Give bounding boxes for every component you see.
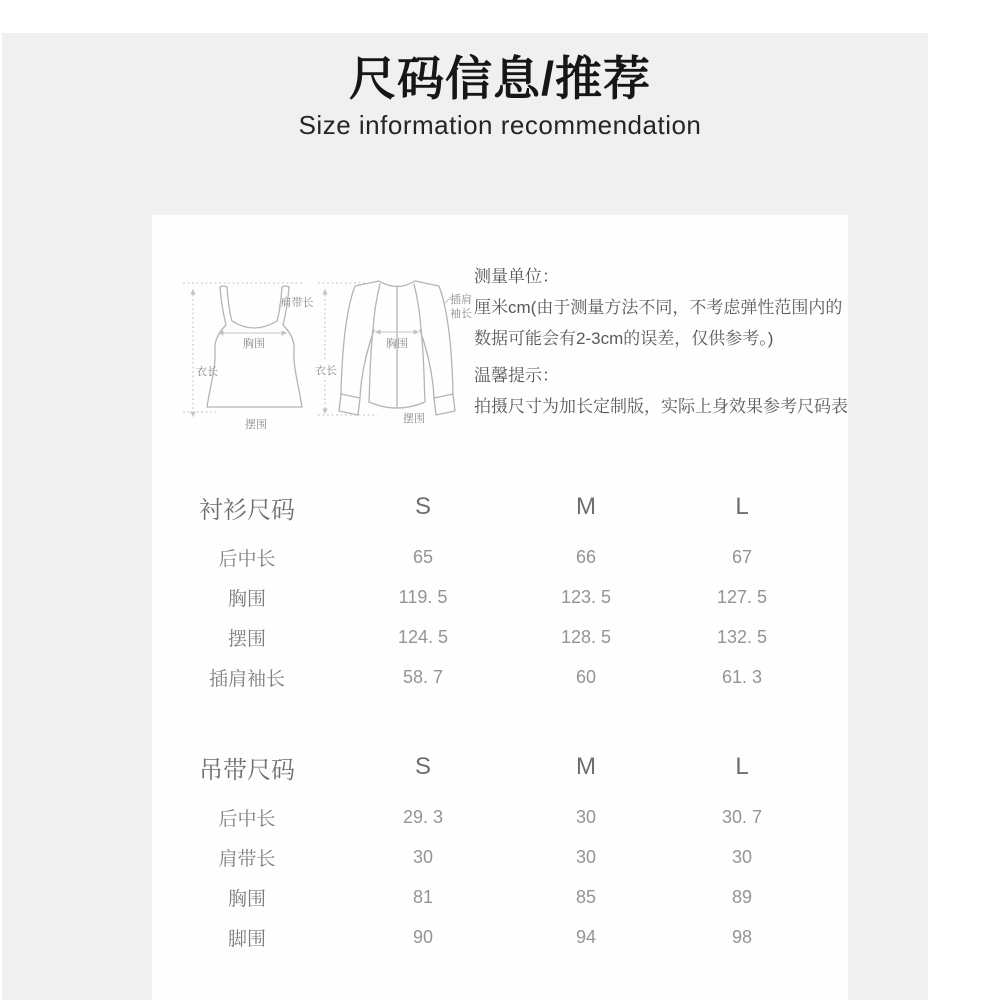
- cell-value: 30: [731, 846, 753, 867]
- row-label: 胸围: [227, 588, 266, 610]
- measurement-notes: [474, 261, 846, 422]
- cell-value: 119. 5: [398, 586, 448, 607]
- cell-value: 67: [731, 546, 753, 567]
- table-row: [152, 577, 848, 617]
- tip-line: 拍摄尺寸为加长定制版，实际上身效果参考尺码表: [474, 397, 848, 416]
- camisole-length-label: 衣长: [196, 366, 218, 378]
- shirt-table-title: 衬衫尺码: [199, 496, 295, 524]
- size-info-card: [152, 215, 848, 1000]
- cell-value: 30: [575, 806, 597, 827]
- shirt-measure-lines: [318, 283, 451, 415]
- cell-value: 66: [575, 546, 597, 567]
- unit-note-line2: 数据可能会有2-3cm的误差，仅供参考。): [474, 329, 774, 348]
- cell-value: 94: [575, 926, 597, 947]
- size-header-s: S: [414, 753, 431, 780]
- row-label: 胸围: [227, 888, 266, 910]
- cell-value: 58. 7: [402, 666, 444, 687]
- table-row: [152, 917, 848, 957]
- table-row: [152, 837, 848, 877]
- garment-measurement-diagrams: [164, 255, 494, 460]
- cell-value: 29. 3: [402, 806, 444, 827]
- cell-value: 30. 7: [721, 806, 763, 827]
- shirt-hem-label: 摆围: [403, 413, 425, 425]
- cell-value: 132. 5: [716, 626, 768, 647]
- shirt-table-header-row: [152, 483, 848, 531]
- row-label: 摆围: [227, 628, 266, 650]
- camisole-table-title: 吊带尺码: [199, 756, 295, 784]
- cell-value: 30: [575, 846, 597, 867]
- tip-heading: 温馨提示：: [474, 366, 559, 385]
- page-subtitle: Size information recommendation: [298, 110, 702, 140]
- cell-value: 65: [412, 546, 434, 567]
- cell-value: 89: [731, 886, 753, 907]
- size-header-m: M: [576, 753, 596, 780]
- size-header-s: S: [414, 493, 431, 520]
- shirt-size-table: [152, 483, 848, 697]
- camisole-table-header-row: [152, 743, 848, 791]
- cell-value: 124. 5: [397, 626, 449, 647]
- table-row: [152, 797, 848, 837]
- table-row: [152, 537, 848, 577]
- size-header-l: L: [735, 493, 749, 520]
- shirt-sleeve-label-line2: 袖长: [450, 308, 472, 320]
- cell-value: 90: [412, 926, 434, 947]
- shirt-chest-label: 胸围: [386, 338, 408, 350]
- cell-value: 128. 5: [560, 626, 612, 647]
- size-header-l: L: [735, 753, 749, 780]
- cell-value: 98: [731, 926, 753, 947]
- row-label: 后中长: [218, 548, 276, 570]
- unit-note-line1: 厘米cm(由于测量方法不同，不考虑弹性范围内的: [474, 298, 843, 317]
- size-header-m: M: [576, 493, 596, 520]
- row-label: 后中长: [218, 808, 276, 830]
- page-title: 尺码信息/推荐: [348, 52, 652, 105]
- cell-value: 85: [575, 886, 597, 907]
- shirt-length-label: 衣长: [315, 365, 337, 377]
- row-label: 肩带长: [218, 848, 276, 870]
- table-row: [152, 877, 848, 917]
- row-label: 插肩袖长: [208, 668, 285, 690]
- cell-value: 30: [412, 846, 434, 867]
- table-row: [152, 617, 848, 657]
- cell-value: 127. 5: [716, 586, 768, 607]
- camisole-hem-label: 摆围: [245, 419, 267, 431]
- cell-value: 123. 5: [560, 586, 612, 607]
- cell-value: 61. 3: [721, 666, 763, 687]
- cell-value: 60: [575, 666, 597, 687]
- cell-value: 81: [412, 886, 434, 907]
- unit-heading: 测量单位：: [474, 267, 559, 286]
- shirt-sleeve-label-line1: 插肩: [450, 294, 472, 306]
- table-row: [152, 657, 848, 697]
- row-label: 脚围: [227, 928, 266, 950]
- camisole-strap-label: 肩带长: [280, 297, 314, 309]
- camisole-chest-label: 胸围: [243, 338, 265, 350]
- camisole-size-table: [152, 743, 848, 957]
